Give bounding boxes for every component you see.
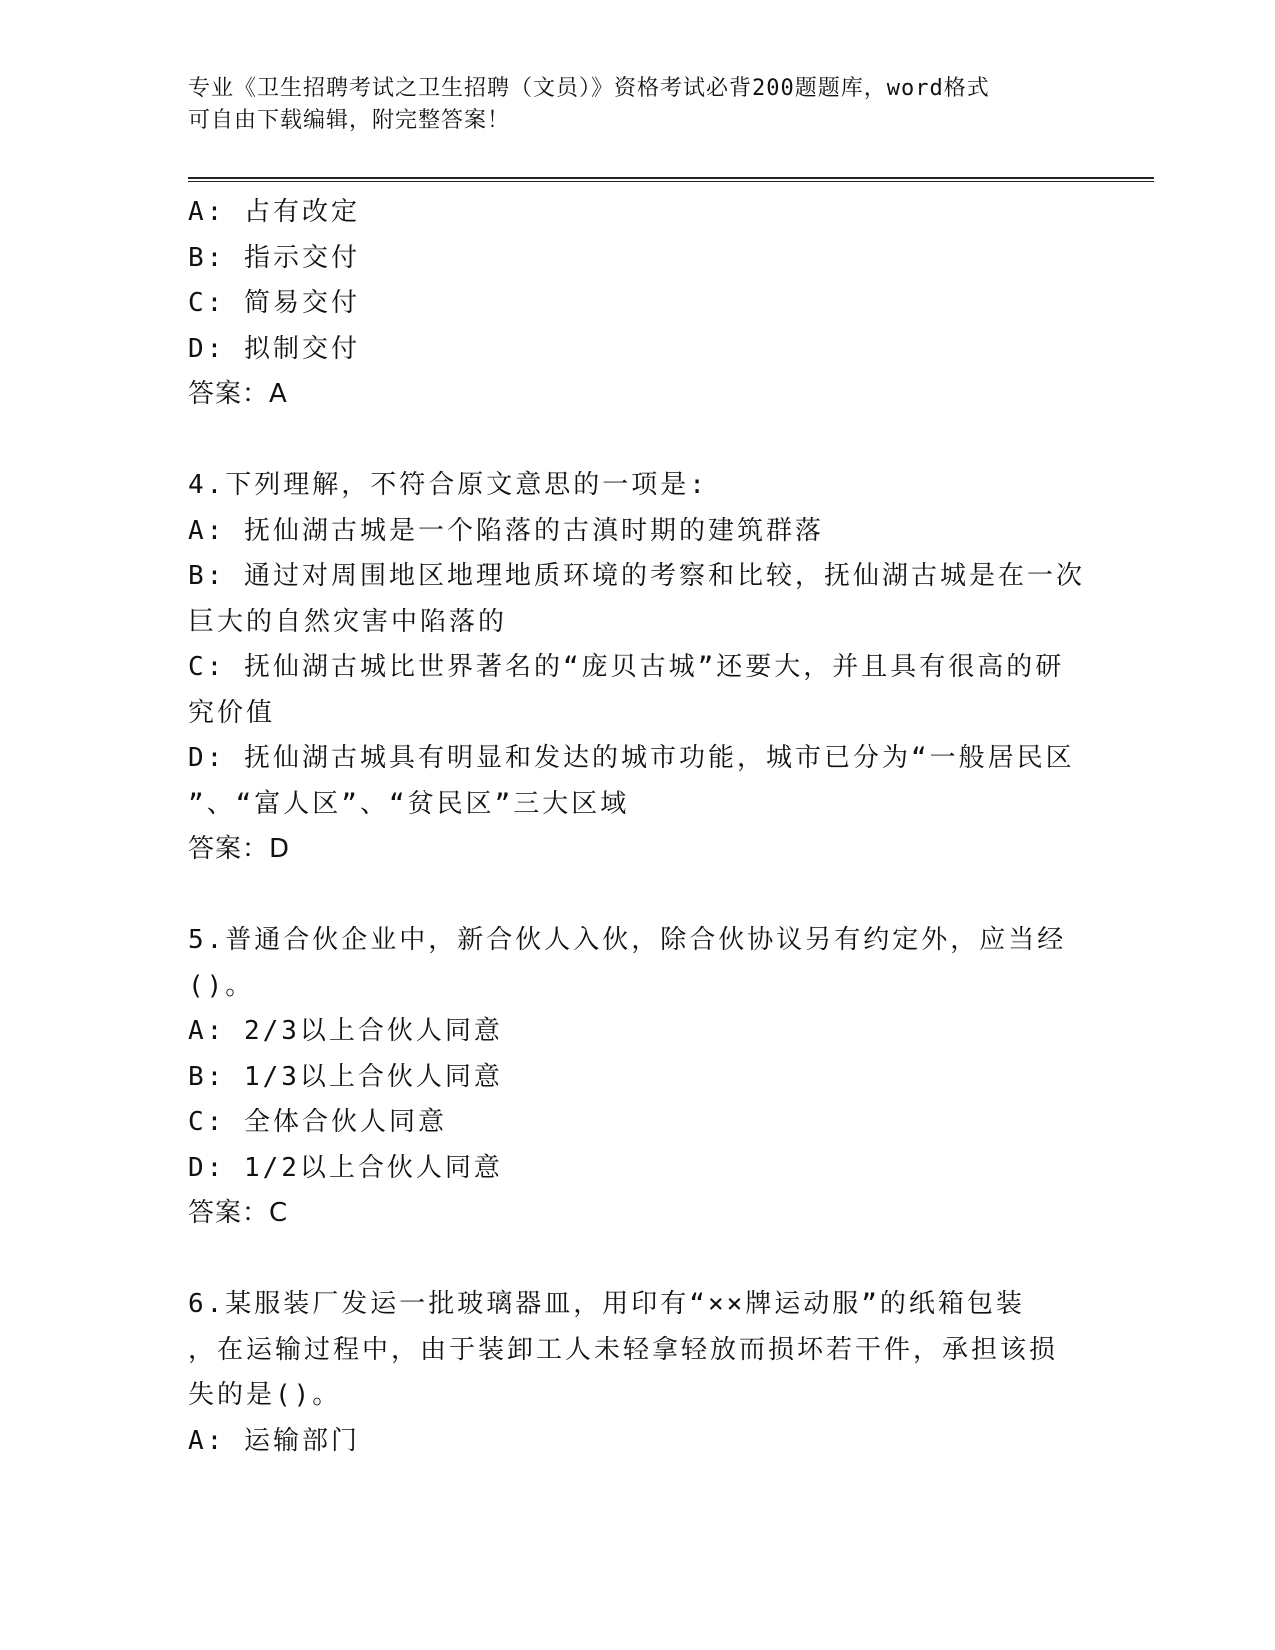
header-divider — [188, 177, 1154, 179]
option-c: C: 全体合伙人同意 — [188, 1107, 447, 1137]
question-stem-continued: 失的是()。 — [188, 1380, 342, 1410]
option-d-continued: ”、“富人区”、“贫民区”三大区域 — [188, 788, 630, 819]
option-c: C: 简易交付 — [188, 288, 360, 318]
question-stem-continued: ()。 — [188, 970, 255, 1001]
option-a: A: 2/3以上合伙人同意 — [188, 1016, 503, 1046]
question-content — [188, 190, 1088, 1464]
header-line: 专业《卫生招聘考试之卫生招聘（文员）》资格考试必背200题题库，word格式 — [188, 76, 990, 101]
option-a: A: 抚仙湖古城是一个陷落的古滇时期的建筑群落 — [188, 515, 824, 546]
option-b-continued: 巨大的自然灾害中陷落的 — [188, 606, 508, 637]
option-b: B: 1/3以上合伙人同意 — [188, 1061, 503, 1092]
option-d: D: 拟制交付 — [188, 333, 360, 364]
answer-label: 答案：A — [188, 379, 288, 409]
option-c-continued: 究价值 — [188, 697, 276, 728]
question-stem: 5.普通合伙企业中，新合伙人入伙，除合伙协议另有约定外，应当经 — [188, 925, 1067, 955]
option-a: A: 运输部门 — [188, 1425, 360, 1456]
header-line: 可自由下载编辑，附完整答案！ — [188, 108, 511, 133]
spacer — [188, 1237, 1088, 1283]
option-b: B: 指示交付 — [188, 242, 360, 273]
question-stem: 6.某服装厂发运一批玻璃器皿，用印有“××牌运动服”的纸箱包装 — [188, 1289, 1025, 1319]
header-divider — [188, 181, 1154, 182]
document-header — [188, 73, 1068, 137]
spacer — [188, 873, 1088, 919]
answer-label: 答案：C — [188, 1198, 289, 1228]
answer-label: 答案：D — [188, 834, 291, 864]
option-d: D: 抚仙湖古城具有明显和发达的城市功能，城市已分为“一般居民区 — [188, 743, 1075, 773]
option-b: B: 通过对周围地区地理地质环境的考察和比较，抚仙湖古城是在一次 — [188, 561, 1085, 591]
spacer — [188, 418, 1088, 464]
option-c: C: 抚仙湖古城比世界著名的“庞贝古城”还要大，并且具有很高的研 — [188, 652, 1065, 682]
option-d: D: 1/2以上合伙人同意 — [188, 1152, 503, 1183]
option-a: A: 占有改定 — [188, 197, 360, 227]
question-stem: 4.下列理解，不符合原文意思的一项是: — [188, 470, 708, 500]
question-stem-continued: ，在运输过程中，由于装卸工人未轻拿轻放而损坏若干件，承担该损 — [188, 1334, 1059, 1365]
